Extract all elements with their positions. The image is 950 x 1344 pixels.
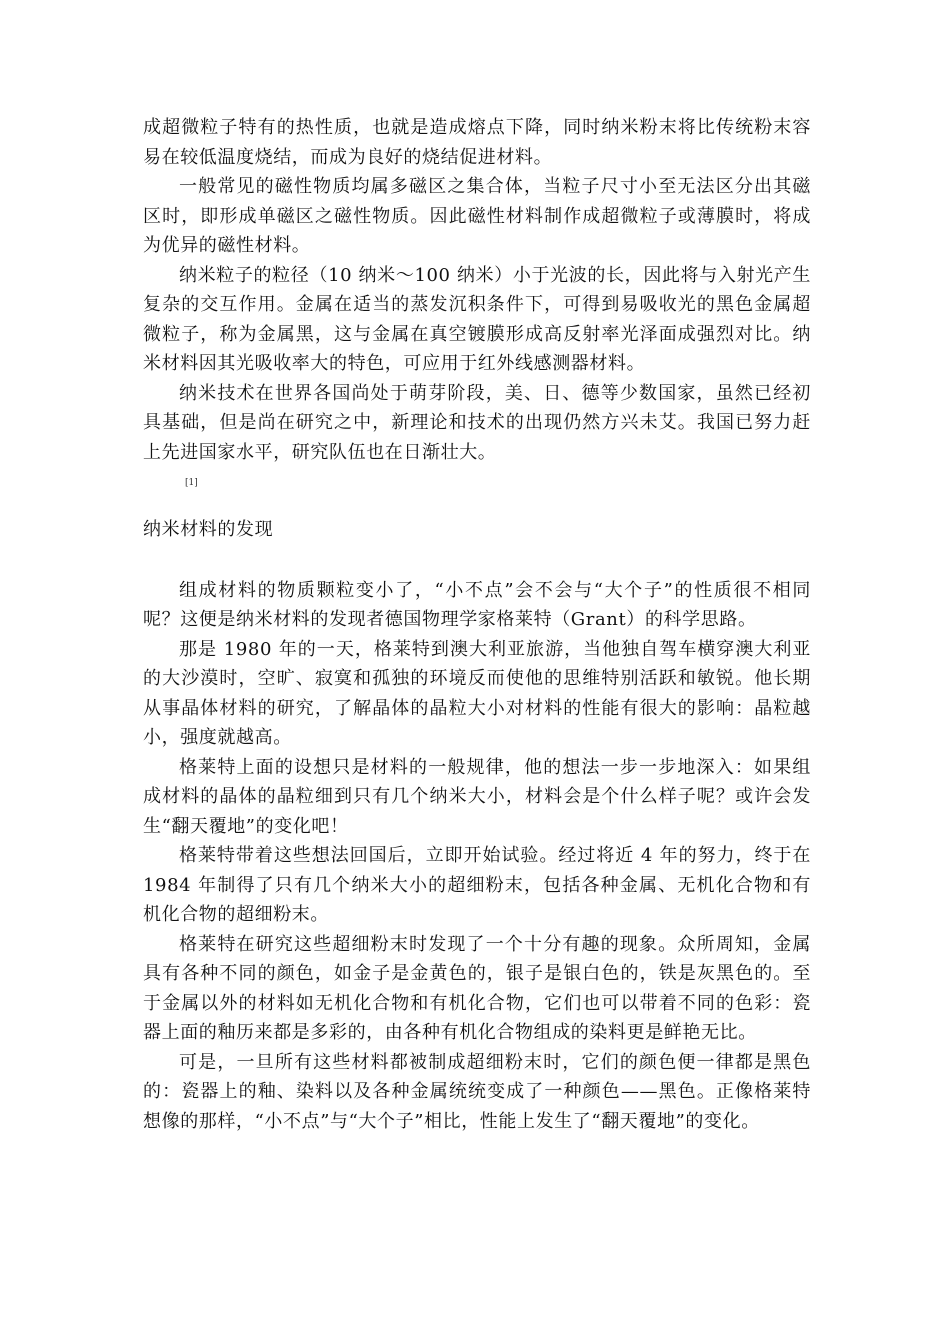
paragraph-color-phenomenon: 格莱特在研究这些超细粉末时发现了一个十分有趣的现象。众所周知，金属具有各种不同的颜色，如金子是金黄色的，银子是银白色的，铁是灰黑色的。至于金属以外的材料如无机化合物和有机化合物，它们也可以带着不同的色彩：瓷器上面的釉历来都是多彩的，由各种有机化合物组成的染料更是鲜艳无比。 xyxy=(143,933,811,1043)
paragraph-continuation: 成超微粒子特有的热性质，也就是造成熔点下降，同时纳米粉末将比传统粉末容易在较低温度烧结，而成为良好的烧结促进材料。 xyxy=(143,117,811,168)
paragraph-black-color: 可是，一旦所有这些材料都被制成超细粉末时，它们的颜色便一律都是黑色的：瓷器上的釉、染料以及各种金属统统变成了一种颜色——黑色。正像格莱特想像的那样，“小不点”与“大个子”相比，性能上发生了“翻天覆地”的变化。 xyxy=(143,1051,811,1132)
section-heading: 纳米材料的发现 xyxy=(143,519,274,540)
paragraph-research-status: 纳米技术在世界各国尚处于萌芽阶段，美、日、德等少数国家，虽然已经初具基础，但是尚在研究之中，新理论和技术的出现仍然方兴未艾。我国已努力赶上先进国家水平，研究队伍也在日渐壮大。 xyxy=(143,382,811,463)
paragraph-experiment: 格莱特带着这些想法回国后，立即开始试验。经过将近 4 年的努力，终于在 1984 年制得了只有几个纳米大小的超细粉末，包括各种金属、无机化合物和有机化合物的超细粉末。 xyxy=(143,845,811,925)
paragraph-magnetic: 一般常见的磁性物质均属多磁区之集合体，当粒子尺寸小至无法区分出其磁区时，即形成单磁区之磁性物质。因此磁性材料制作成超微粒子或薄膜时，将成为优异的磁性材料。 xyxy=(143,176,811,256)
paragraph-intro-question: 组成材料的物质颗粒变小了，“小不点”会不会与“大个子”的性质很不相同呢？这便是纳米材料的发现者德国物理学家格莱特（Grant）的科学思路。 xyxy=(143,579,811,630)
footnote-marker: [1] xyxy=(185,478,198,488)
paragraph-1980-trip: 那是 1980 年的一天，格莱特到澳大利亚旅游，当他独自驾车横穿澳大利亚的大沙漠时，空旷、寂寞和孤独的环境反而使他的思维特别活跃和敏锐。他长期从事晶体材料的研究，了解晶体的晶粒大小对材料的性能有很大的影响：晶粒越小，强度就越高。 xyxy=(143,638,811,748)
paragraph-optical: 纳米粒子的粒径（10 纳米～100 纳米）小于光波的长，因此将与入射光产生复杂的交互作用。金属在适当的蒸发沉积条件下，可得到易吸收光的黑色金属超微粒子，称为金属黑，这与金属在真空镀膜形成高反射率光泽面成强烈对比。纳米材料因其光吸收率大的特色，可应用于红外线感测器材料。 xyxy=(143,264,811,374)
document-body xyxy=(143,113,811,1136)
paragraph-hypothesis: 格莱特上面的设想只是材料的一般规律，他的想法一步一步地深入：如果组成材料的晶体的晶粒细到只有几个纳米大小，材料会是个什么样子呢？或许会发生“翻天覆地”的变化吧！ xyxy=(143,756,811,837)
